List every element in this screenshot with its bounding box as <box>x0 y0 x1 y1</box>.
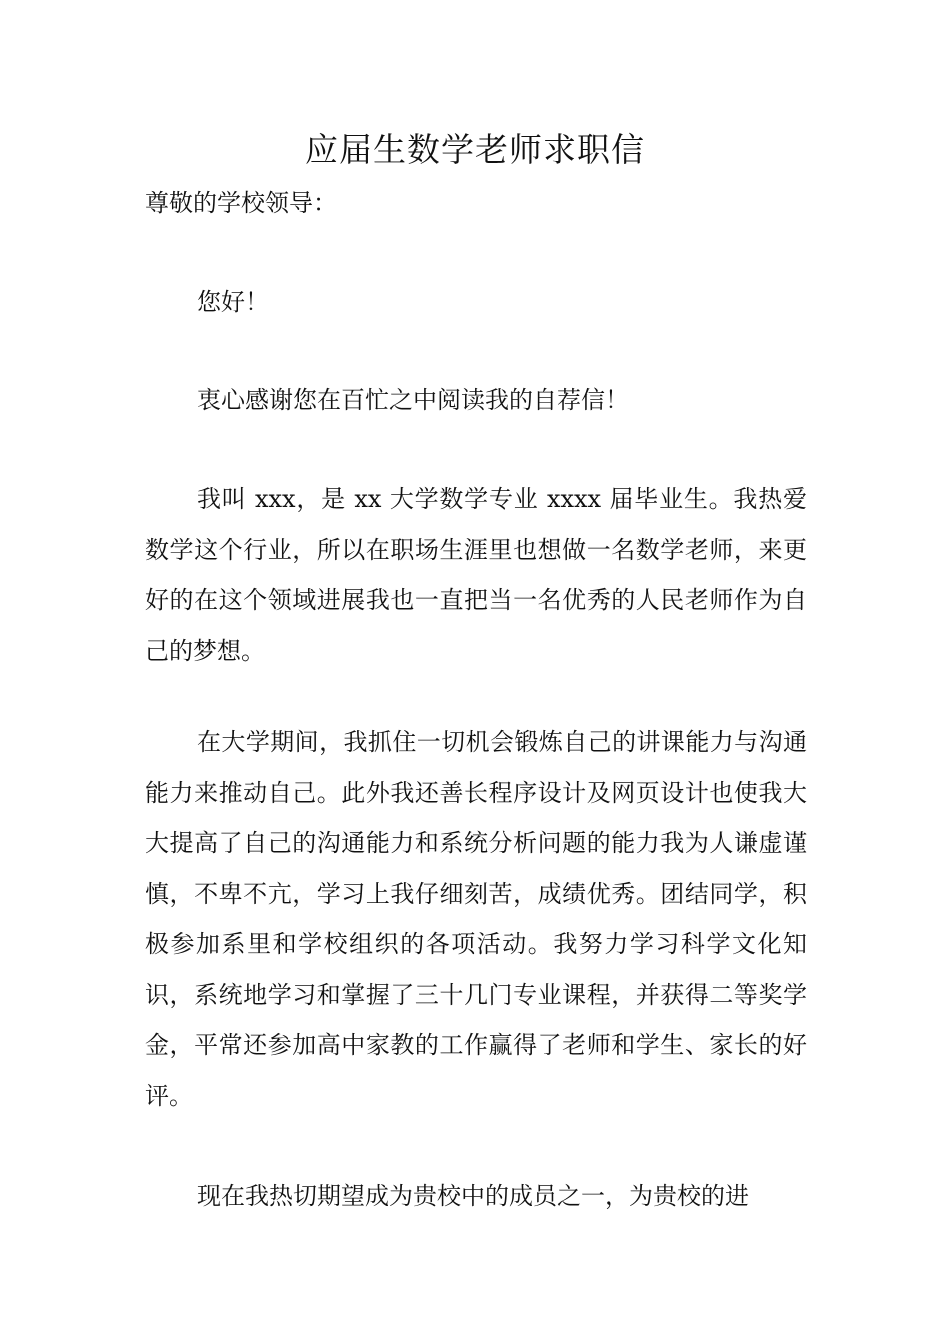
salutation: 尊敬的学校领导： <box>145 189 337 217</box>
paragraph-intro: 我叫 xxx，是 xx 大学数学专业 xxxx 届毕业生。我热爱数学这个行业，所以在职场生涯里也想做一名数学老师，来更好的在这个领域进展我也一直把当一名优秀的人民老师作为自己的梦想。 <box>145 485 807 665</box>
paragraph-thanks: 衷心感谢您在百忙之中阅读我的自荐信！ <box>197 386 629 414</box>
document-title: 应届生数学老师求职信 <box>305 130 645 169</box>
paragraph-closing: 现在我热切期望成为贵校中的成员之一，为贵校的进 <box>197 1182 749 1210</box>
paragraph-college: 在大学期间，我抓住一切机会锻炼自己的讲课能力与沟通能力来推动自己。此外我还善长程序设计及网页设计也使我大大提高了自己的沟通能力和系统分析问题的能力我为人谦虚谨慎，不卑不亢，学习上我仔细刻苦，成绩优秀。团结同学，积极参加系里和学校组织的各项活动。我努力学习科学文化知识，系统地学习和掌握了三十几门专业课程，并获得二等奖学金，平常还参加高中家教的工作赢得了老师和学生、家长的好评。 <box>145 728 807 1110</box>
paragraph-greeting: 您好！ <box>197 288 269 316</box>
